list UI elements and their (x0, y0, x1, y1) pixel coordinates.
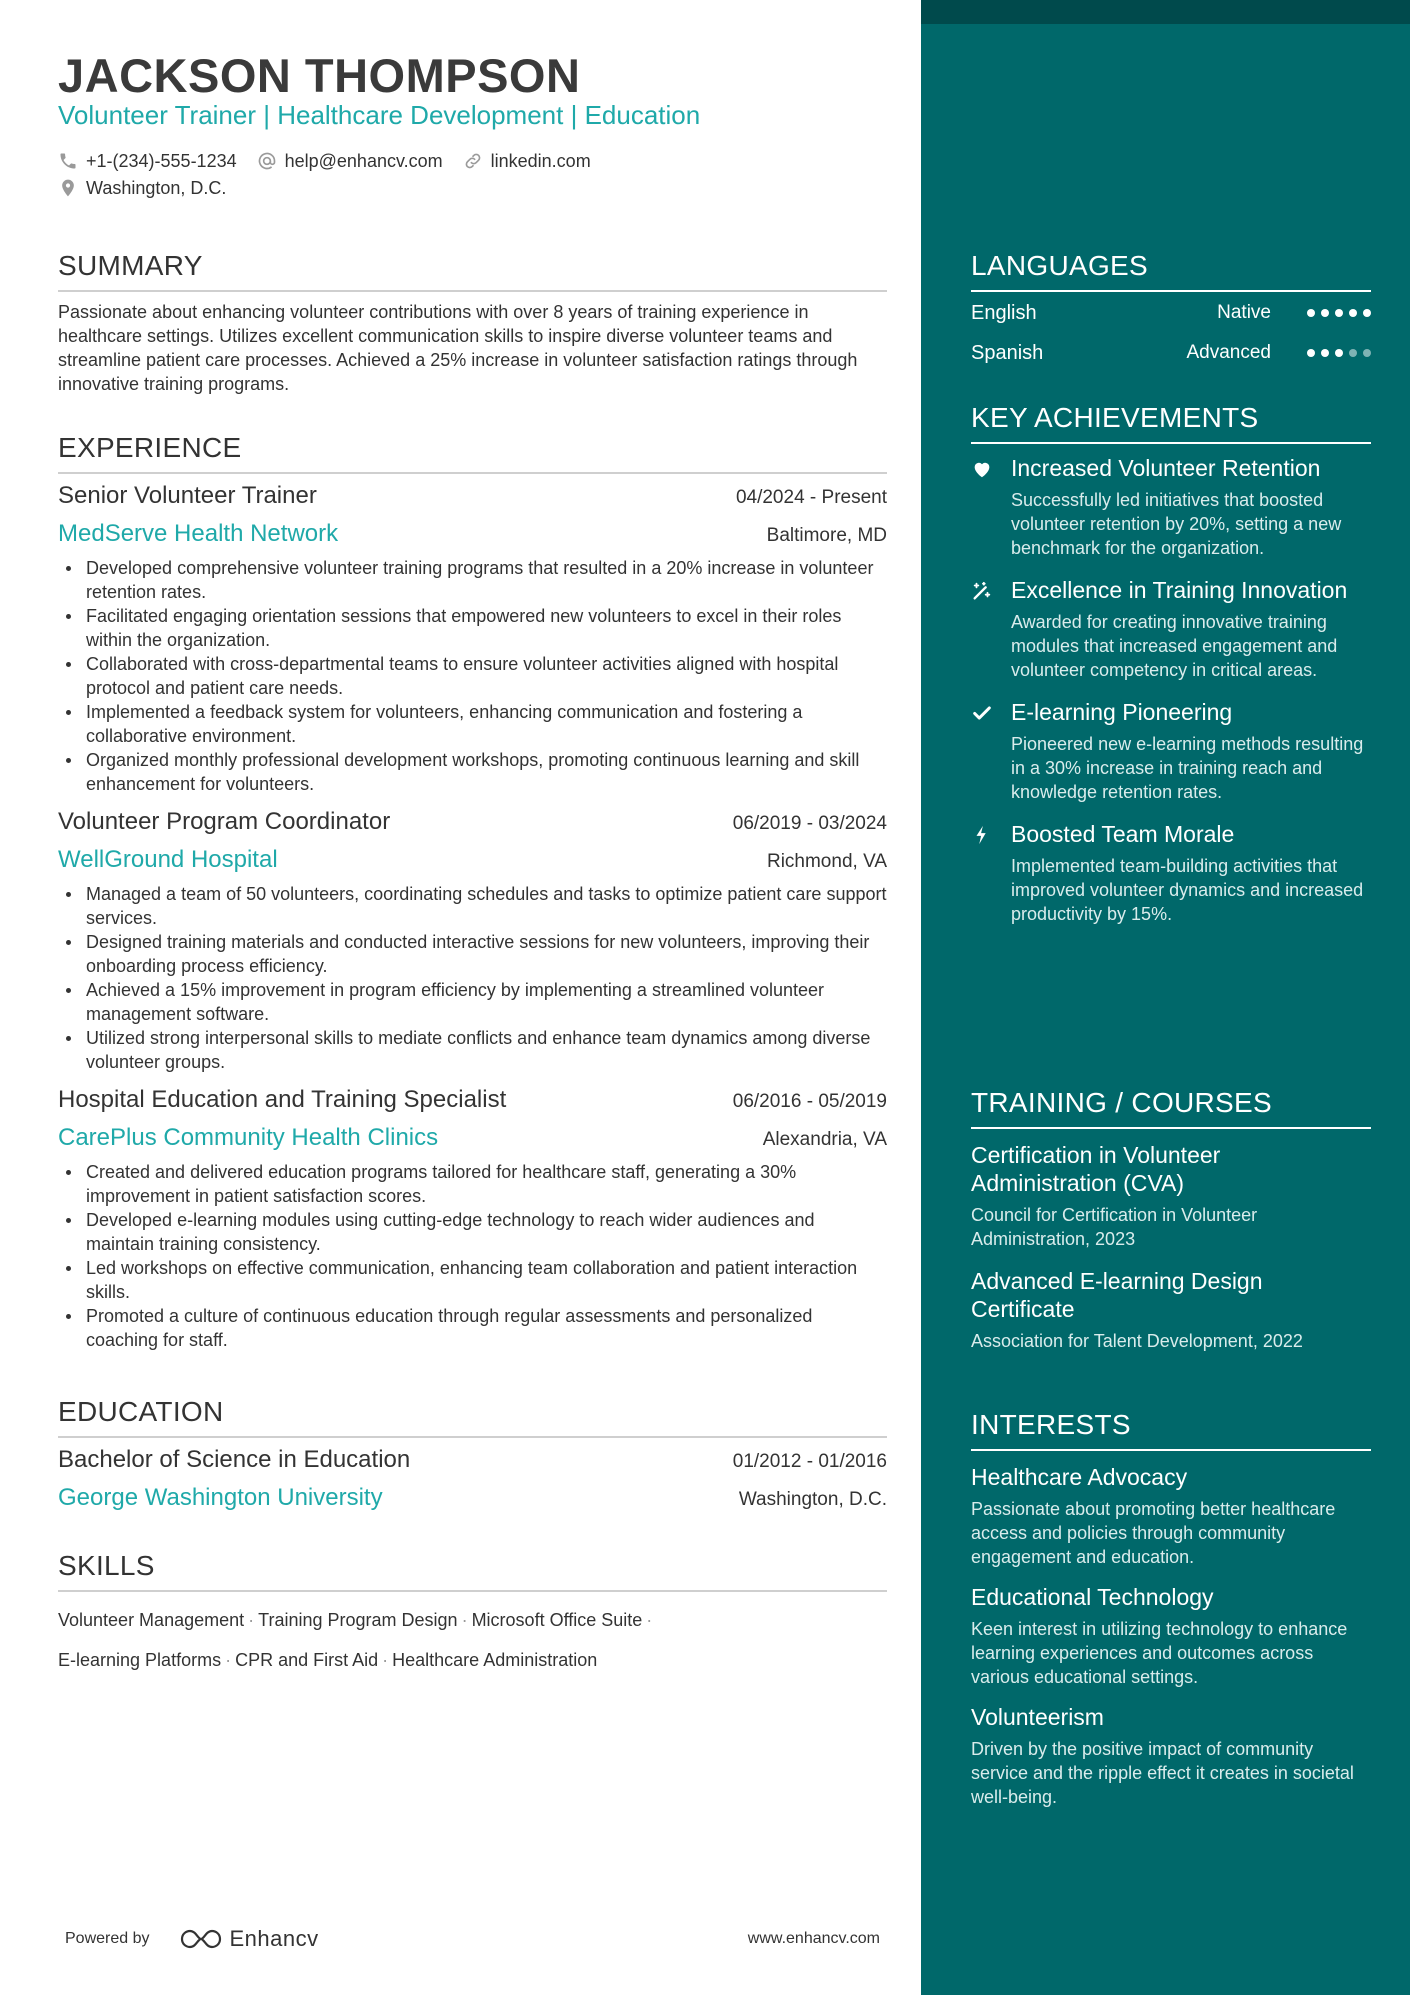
course-item (971, 1141, 1371, 1251)
achievement-desc: Pioneered new e-learning methods resulting in a 30% increase in training reach and knowledge retention rates. (1011, 734, 1364, 802)
skill-item: Volunteer Management (58, 1610, 245, 1630)
job-bullet: Achieved a 15% improvement in program efficiency by implementing a streamlined volunteer management software. (58, 978, 887, 1026)
job-bullet: Developed comprehensive volunteer training programs that resulted in a 20% increase in volunteer retention rates. (58, 556, 887, 604)
powered-by (65, 1926, 319, 1952)
education-section (58, 1396, 887, 1512)
language-item (971, 338, 1371, 368)
summary-text: Passionate about enhancing volunteer contributions with over 8 years of training experience in healthcare settings. Utilizes excellent communication skills to inspire diverse volunteer teams and streamline patient care processes. Achieved a 25% increase in volunteer satisfaction ratings through innovative training programs. (58, 302, 858, 394)
language-name: Spanish (971, 341, 1044, 364)
languages-heading: LANGUAGES (971, 250, 1371, 292)
skills-heading: SKILLS (58, 1550, 887, 1592)
achievement-title: Excellence in Training Innovation (1011, 577, 1348, 603)
job-bullet: Designed training materials and conducted interactive sessions for new volunteers, improving their onboarding process efficiency. (58, 930, 887, 978)
skill-item: Healthcare Administration (392, 1650, 598, 1670)
course-desc: Association for Talent Development, 2022 (971, 1331, 1303, 1351)
contact-email[interactable] (257, 151, 443, 173)
candidate-name: JACKSON THOMPSON (58, 49, 581, 102)
skills-line: Volunteer Management · Training Program Design · Microsoft Office Suite · (58, 1610, 653, 1630)
degree-title: Bachelor of Science in Education (58, 1446, 411, 1473)
skills-section (58, 1550, 887, 1672)
language-item (971, 298, 1371, 328)
experience-heading: EXPERIENCE (58, 432, 887, 474)
powered-by-label: Powered by (65, 1930, 150, 1947)
location-text: Washington, D.C. (86, 178, 227, 198)
proficiency-dots (1301, 349, 1371, 357)
skills-line: E-learning Platforms · CPR and First Aid · Healthcare Administration (58, 1650, 598, 1670)
magic-wand-icon (971, 576, 1011, 682)
summary-section (58, 250, 887, 396)
proficiency-dots (1301, 309, 1371, 317)
school-location: Washington, D.C. (738, 1489, 887, 1510)
achievement-title: Increased Volunteer Retention (1011, 455, 1321, 481)
achievement-title: Boosted Team Morale (1011, 821, 1235, 847)
enhancv-logo[interactable] (178, 1926, 319, 1952)
job-date: 04/2024 - Present (735, 487, 887, 508)
education-heading: EDUCATION (58, 1396, 887, 1438)
candidate-headline: Volunteer Trainer | Healthcare Development | Education (58, 100, 701, 130)
interests-heading: INTERESTS (971, 1409, 1371, 1451)
school-name: George Washington University (58, 1484, 383, 1511)
phone-icon (58, 151, 80, 173)
phone-text: +1-(234)-555-1234 (86, 151, 237, 171)
link-icon (463, 151, 485, 173)
job-date: 06/2019 - 03/2024 (732, 813, 887, 834)
language-level: Native (1217, 302, 1271, 323)
at-sign-icon (257, 151, 279, 173)
achievements-heading: KEY ACHIEVEMENTS (971, 402, 1371, 444)
education-date: 01/2012 - 01/2016 (732, 1451, 887, 1472)
summary-heading: SUMMARY (58, 250, 887, 292)
job-entry (58, 1086, 887, 1352)
achievement-item (971, 820, 1371, 926)
skill-item: Training Program Design (258, 1610, 458, 1630)
job-bullet: Facilitated engaging orientation sessions that empowered new volunteers to excel in their roles within the organization. (58, 604, 887, 652)
training-heading: TRAINING / COURSES (971, 1087, 1371, 1129)
course-title: Advanced E-learning Design Certificate (971, 1268, 1263, 1322)
interest-item (971, 1583, 1371, 1689)
job-title: Hospital Education and Training Specialist (58, 1086, 507, 1113)
job-bullet: Created and delivered education programs tailored for healthcare staff, generating a 30% improvement in patient satisfaction scores. (58, 1160, 887, 1208)
interest-desc: Driven by the positive impact of community service and the ripple effect it creates in societal well-being. (971, 1739, 1354, 1807)
skill-item: E-learning Platforms (58, 1650, 222, 1670)
email-text[interactable]: help@enhancv.com (284, 151, 443, 171)
course-title: Certification in Volunteer Administration (CVA) (971, 1142, 1221, 1196)
job-title: Senior Volunteer Trainer (58, 482, 317, 509)
company-name: WellGround Hospital (58, 846, 278, 873)
job-bullet: Promoted a culture of continuous education through regular assessments and personalized coaching for staff. (58, 1304, 887, 1352)
enhancv-logo-icon (178, 1926, 224, 1952)
achievement-desc: Successfully led initiatives that boosted volunteer retention by 20%, setting a new benchmark for the organization. (1011, 490, 1342, 558)
company-name: MedServe Health Network (58, 520, 339, 547)
job-location: Richmond, VA (766, 851, 887, 872)
job-title: Volunteer Program Coordinator (58, 808, 391, 835)
job-date: 06/2016 - 05/2019 (732, 1091, 887, 1112)
achievement-title: E-learning Pioneering (1011, 699, 1233, 725)
lightning-icon (971, 820, 1011, 926)
interest-title: Volunteerism (971, 1704, 1104, 1730)
sidebar (921, 0, 1410, 1995)
skill-item: Microsoft Office Suite (471, 1610, 643, 1630)
interest-title: Healthcare Advocacy (971, 1464, 1188, 1490)
language-name: English (971, 301, 1037, 324)
job-bullets (58, 556, 887, 796)
interest-desc: Passionate about promoting better healthcare access and policies through community engagement and education. (971, 1499, 1336, 1567)
course-desc: Council for Certification in Volunteer Administration, 2023 (971, 1205, 1258, 1249)
achievement-item (971, 698, 1371, 804)
interest-desc: Keen interest in utilizing technology to enhance learning experiences and outcomes across various educational settings. (971, 1619, 1348, 1687)
contact-phone (58, 151, 237, 173)
job-location: Alexandria, VA (762, 1129, 887, 1150)
interests-section (971, 1409, 1371, 1809)
job-entry (58, 808, 887, 1074)
company-name: CarePlus Community Health Clinics (58, 1124, 439, 1151)
contact-info (58, 148, 611, 202)
job-entry (58, 482, 887, 796)
footer-url[interactable]: www.enhancv.com (747, 1930, 880, 1947)
job-location: Baltimore, MD (766, 525, 887, 546)
language-level: Advanced (1186, 342, 1271, 363)
job-bullets (58, 882, 887, 1074)
job-bullet: Managed a team of 50 volunteers, coordinating schedules and tasks to optimize patient care support services. (58, 882, 887, 930)
course-item (971, 1267, 1371, 1353)
job-bullet: Developed e-learning modules using cutting-edge technology to reach wider audiences and maintain training consistency. (58, 1208, 887, 1256)
brand-name: Enhancv (229, 1926, 319, 1951)
achievement-desc: Awarded for creating innovative training modules that increased engagement and volunteer competency in critical areas. (1011, 612, 1338, 680)
achievement-item (971, 454, 1371, 560)
achievements-section (971, 402, 1371, 926)
interest-item (971, 1463, 1371, 1569)
contact-location (58, 178, 226, 200)
interest-item (971, 1703, 1371, 1809)
experience-section (58, 432, 887, 1352)
skill-item: CPR and First Aid (235, 1650, 379, 1670)
achievement-item (971, 576, 1371, 682)
linkedin-text[interactable]: linkedin.com (490, 151, 591, 171)
location-pin-icon (58, 178, 80, 200)
contact-linkedin[interactable] (463, 151, 591, 173)
heart-icon (971, 454, 1011, 560)
job-bullet: Organized monthly professional development workshops, promoting continuous learning and skill enhancement for volunteers. (58, 748, 887, 796)
achievement-desc: Implemented team-building activities that improved volunteer dynamics and increased productivity by 15%. (1011, 856, 1364, 924)
interest-title: Educational Technology (971, 1584, 1214, 1610)
job-bullet: Implemented a feedback system for volunteers, enhancing communication and fostering a collaborative environment. (58, 700, 887, 748)
job-bullet: Collaborated with cross-departmental teams to ensure volunteer activities aligned with hospital protocol and patient care needs. (58, 652, 887, 700)
job-bullets (58, 1160, 887, 1352)
footer (65, 1926, 880, 1952)
training-section (971, 1087, 1371, 1353)
sidebar-top-band (921, 0, 1410, 24)
checkmark-icon (971, 698, 1011, 804)
languages-section (971, 250, 1371, 368)
job-bullet: Led workshops on effective communication, enhancing team collaboration and patient interaction skills. (58, 1256, 887, 1304)
job-bullet: Utilized strong interpersonal skills to mediate conflicts and enhance team dynamics among diverse volunteer groups. (58, 1026, 887, 1074)
